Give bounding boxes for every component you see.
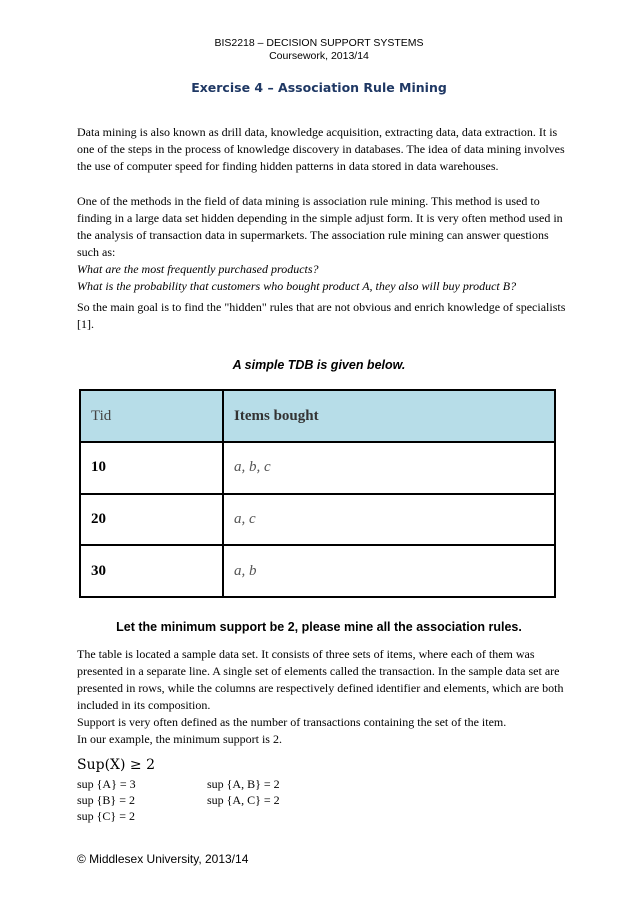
transaction-table bbox=[79, 389, 556, 598]
table-header-row bbox=[80, 390, 555, 442]
support-single: sup {B} = 2 bbox=[77, 793, 135, 807]
cell-tid: 10 bbox=[80, 442, 223, 494]
intro-paragraph bbox=[77, 124, 567, 175]
cell-items: a, c bbox=[223, 494, 555, 546]
question-probability: What is the probability that customers who bought product A, they also will buy product B? bbox=[77, 279, 517, 293]
header-course: BIS2218 – DECISION SUPPORT SYSTEMS bbox=[214, 37, 424, 49]
table-row bbox=[80, 545, 555, 597]
paragraph-table-desc: The table is located a sample data set. It consists of three sets of items, where each of them was presented in a separate line. A single set of elements called the transaction. In the sample data set are presented in rows, while the columns are respectively defined identifier and elements, which are both included in its composition. bbox=[77, 647, 564, 712]
cell-tid: 30 bbox=[80, 545, 223, 597]
table-row bbox=[80, 494, 555, 546]
page-header bbox=[0, 37, 638, 63]
page-title: Exercise 4 – Association Rule Mining bbox=[191, 80, 447, 95]
paragraph-goal: So the main goal is to find the "hidden" rules that are not obvious and enrich knowledge of specialists [1]. bbox=[77, 300, 566, 331]
cell-items: a, b bbox=[223, 545, 555, 597]
header-tid: Tid bbox=[80, 390, 223, 442]
paragraph-data-mining: Data mining is also known as drill data, knowledge acquisition, extracting data, data extraction. It is one of the steps in the process of knowledge discovery in databases. The idea of data mining involves the use of computer speed for finding hidden patterns in data stored in data warehouses. bbox=[77, 125, 565, 173]
support-formula: Sup(X) ≥ 2 bbox=[77, 757, 155, 773]
association-paragraph bbox=[77, 193, 567, 295]
paragraph-association: One of the methods in the field of data mining is association rule mining. This method is used to finding in a large data set hidden depending in the simple adjust form. It is very often method used in the analysis of transaction data in supermarkets. The association rule mining can answer questions such as: bbox=[77, 194, 563, 259]
min-support-caption: Let the minimum support be 2, please mine all the association rules. bbox=[116, 620, 522, 634]
support-pair: sup {A, C} = 2 bbox=[207, 793, 280, 807]
question-frequent-products: What are the most frequently purchased products? bbox=[77, 262, 319, 276]
table-description bbox=[77, 646, 567, 748]
header-items-bought: Items bought bbox=[223, 390, 555, 442]
cell-items: a, b, c bbox=[223, 442, 555, 494]
paragraph-min-support: In our example, the minimum support is 2. bbox=[77, 732, 282, 746]
support-row bbox=[77, 808, 280, 824]
page-footer: © Middlesex University, 2013/14 bbox=[77, 852, 249, 866]
support-pair: sup {A, B} = 2 bbox=[207, 777, 280, 791]
support-list bbox=[77, 776, 280, 824]
table-row bbox=[80, 442, 555, 494]
support-single: sup {C} = 2 bbox=[77, 809, 135, 823]
support-row bbox=[77, 776, 280, 792]
support-single: sup {A} = 3 bbox=[77, 777, 136, 791]
support-row bbox=[77, 792, 280, 808]
goal-paragraph bbox=[77, 299, 567, 333]
cell-tid: 20 bbox=[80, 494, 223, 546]
tdb-caption: A simple TDB is given below. bbox=[232, 358, 406, 372]
paragraph-support-def: Support is very often defined as the number of transactions containing the set of the item. bbox=[77, 715, 507, 729]
header-coursework: Coursework, 2013/14 bbox=[269, 50, 369, 62]
